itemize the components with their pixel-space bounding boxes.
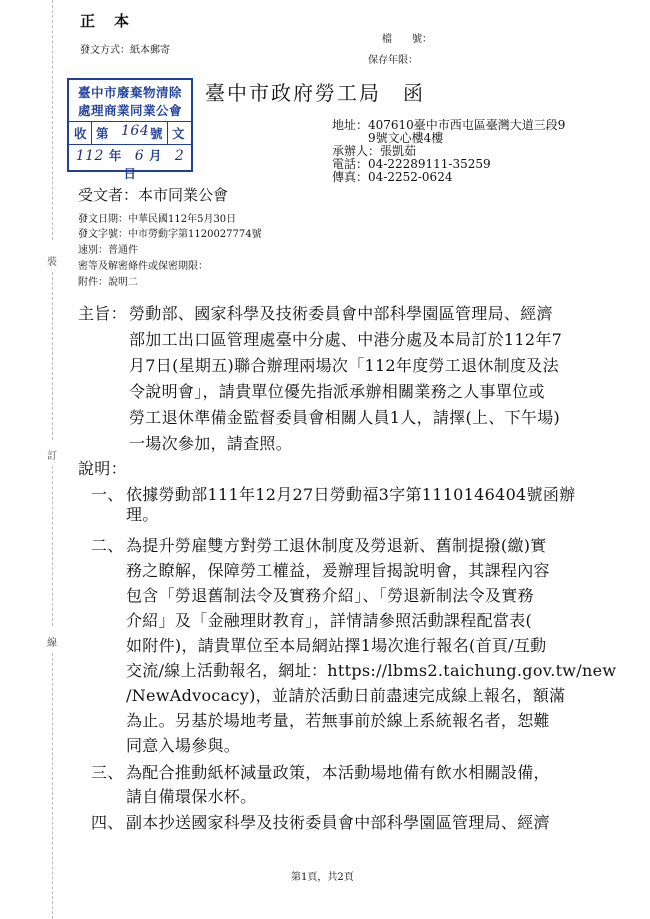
binding-char-zhuang: 裝: [47, 257, 57, 268]
stamp-receive-number: 164: [121, 123, 150, 139]
attachment-note: 附件：說明二: [78, 277, 138, 288]
explanation-line: 依據勞動部111年12月27日勞動福3字第1110146404號函辦: [126, 485, 576, 504]
explanation-item-number: 一、: [91, 485, 124, 504]
stamp-org-line2: 處理商業同業公會: [77, 103, 182, 118]
page-number: 第1頁，共2頁: [291, 872, 354, 883]
stamp-month: 6: [134, 148, 145, 164]
binding-dashed-line-bottom: [52, 653, 53, 919]
explanation-line: 交流/線上活動報名，網址：https://lbms2.taichung.gov.tw/new: [126, 661, 617, 680]
subject-label: 主旨：: [78, 304, 127, 323]
subject-line: 月7日(星期五)聯合辦理兩場次「112年度勞工退休制度及法: [129, 356, 559, 375]
file-number-label: 檔 號：: [382, 34, 432, 45]
binding-dashed-line-top: [52, 0, 53, 240]
binding-char-xian: 線: [47, 638, 57, 649]
stamp-hao-label: 號: [150, 126, 164, 141]
stamp-di-label: 第: [96, 126, 110, 141]
explanation-line: 理。: [126, 505, 159, 524]
fax-number: 傳真：04-2252-0624: [332, 170, 453, 184]
subject-line: 勞工退休準備金監督委員會相關人員1人，請擇(上、下午場): [129, 408, 561, 427]
retention-period-label: 保存年限：: [368, 55, 418, 66]
phone-number: 電話：04-22289111-35259: [332, 157, 491, 171]
address-line2: 9號文心樓4樓: [368, 131, 444, 145]
stamp-year: 112: [75, 148, 104, 164]
explanation-line: 為提升勞雇雙方對勞工退休制度及勞退新、舊制提撥(繳)實: [126, 536, 547, 555]
receipt-stamp: [67, 78, 193, 181]
delivery-speed: 速別：普通件: [78, 245, 138, 256]
explanation-label: 說明：: [78, 459, 127, 478]
stamp-day-unit: 日: [123, 166, 137, 181]
stamp-divider: [91, 122, 92, 144]
explanation-item-number: 三、: [91, 763, 124, 782]
explanation-line: 副本抄送國家科學及技術委員會中部科學園區管理局、經濟: [126, 813, 550, 832]
stamp-org-line1: 臺中市廢棄物清除: [77, 85, 182, 100]
explanation-line: 介紹」及「金融理財教育」，詳情請參照活動課程配當表(: [126, 611, 533, 630]
issue-date: 發文日期：中華民國112年5月30日: [78, 214, 237, 225]
explanation-line: 為止。另基於場地考量，若無事前於線上系統報名者，恕難: [126, 711, 550, 730]
explanation-item-number: 四、: [91, 813, 124, 832]
explanation-line: /NewAdvocacy)，並請於活動日前盡速完成線上報名，額滿: [126, 686, 566, 705]
recipient: 受文者：本市同業公會: [78, 186, 229, 204]
subject-line: 一場次參加，請查照。: [129, 434, 293, 453]
binding-dashed-line-mid: [52, 272, 53, 440]
stamp-month-unit: 月: [148, 148, 162, 163]
send-method: 發文方式：紙本郵寄: [80, 45, 170, 56]
explanation-item-number: 二、: [91, 536, 124, 555]
stamp-divider: [167, 122, 168, 144]
explanation-line: 為配合推動紙杯減量政策，本活動場地備有飲水相關設備，: [126, 763, 550, 782]
explanation-line: 請自備環保水杯。: [126, 787, 257, 806]
document-title: 臺中市政府勞工局 函: [205, 81, 425, 105]
secrecy-level: 密等及解密條件或保密期限：: [78, 261, 208, 272]
binding-margin: [0, 0, 60, 919]
subject-line: 部加工出口區管理處臺中分處、中港分處及本局訂於112年7: [129, 330, 563, 349]
address-line1: 407610臺中市西屯區臺灣大道三段9: [368, 118, 566, 132]
binding-dashed-line-low: [52, 466, 53, 626]
stamp-receive-row: [69, 121, 191, 145]
copy-type-label: 正 本: [80, 12, 132, 30]
stamp-day: 2: [174, 148, 185, 164]
explanation-line: 同意入場參與。: [126, 736, 241, 755]
explanation-line: 如附件)，請貴單位至本局網站擇1場次進行報名(首頁/互動: [126, 636, 547, 655]
handler-name: 承辦人：張凱茹: [332, 144, 417, 158]
address-label: 地址：: [332, 118, 369, 132]
subject-line: 令說明會」，請貴單位優先指派承辦相關業務之人事單位或: [129, 382, 545, 401]
document-number: 發文字號：中市勞動字第1120027774號: [78, 229, 262, 240]
stamp-date-row: [69, 146, 191, 182]
explanation-line: 包含「勞退舊制法令及實務介紹」、「勞退新制法令及實務: [126, 586, 534, 605]
subject-line: 勞動部、國家科學及技術委員會中部科學園區管理局、經濟: [129, 304, 553, 323]
binding-char-ding: 訂: [47, 451, 57, 462]
stamp-year-unit: 年: [108, 148, 122, 163]
explanation-line: 務之瞭解，保障勞工權益，爰辦理旨揭說明會，其課程內容: [126, 561, 550, 580]
stamp-receive-label: 收: [74, 126, 88, 141]
stamp-wen-label: 文: [172, 126, 186, 141]
